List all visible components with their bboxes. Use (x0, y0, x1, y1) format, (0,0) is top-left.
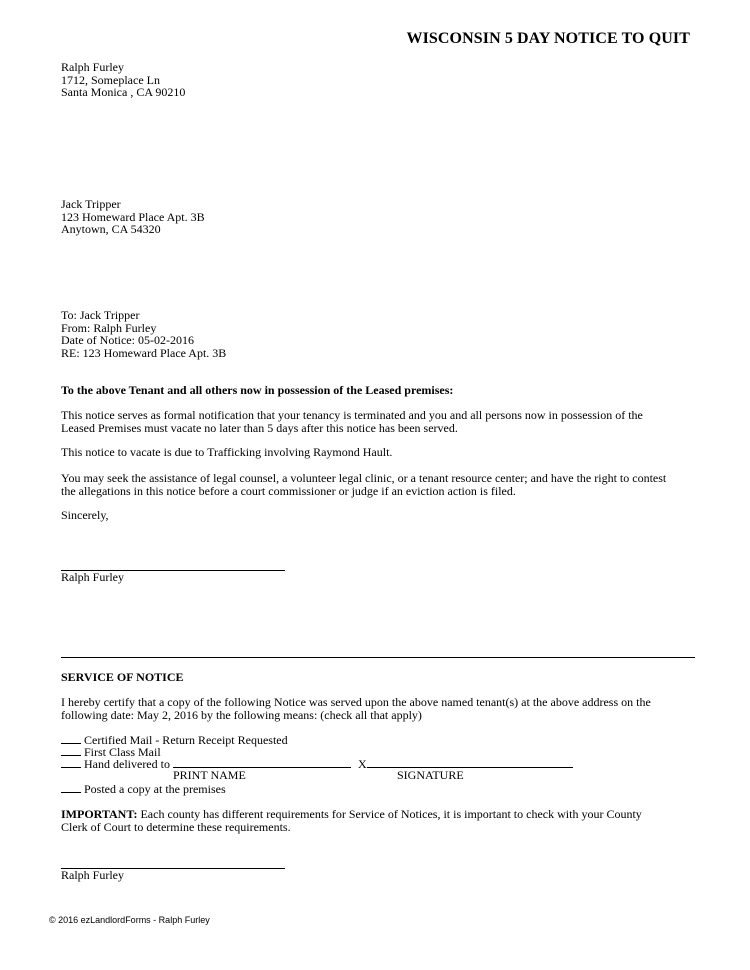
termination-line-1: This notice serves as formal notification that your tenancy is terminated and you and all persons now in possession of the (61, 408, 643, 422)
closing: Sincerely, (61, 508, 109, 522)
signature-field[interactable] (367, 757, 573, 768)
reason-paragraph: This notice to vacate is due to Trafficking involving Raymond Hault. (61, 445, 393, 459)
tenant-city-state-zip: Anytown, CA 54320 (61, 222, 161, 236)
checkbox-blank[interactable] (61, 745, 81, 756)
print-name-field[interactable] (173, 757, 351, 768)
service-signer-name: Ralph Furley (61, 868, 124, 882)
landlord-street: 1712, Someplace Ln (61, 72, 160, 87)
service-heading: SERVICE OF NOTICE (61, 670, 184, 684)
notice-heading: To the above Tenant and all others now in possession of the Leased premises: (61, 383, 454, 397)
document-title: WISCONSIN 5 DAY NOTICE TO QUIT (406, 30, 690, 47)
important-note (61, 808, 696, 833)
option-label: Certified Mail - Return Receipt Requested (84, 733, 288, 747)
landlord-name: Ralph Furley (61, 60, 124, 74)
certification-line-2: following date: May 2, 2016 by the following means: (check all that apply) (61, 707, 422, 722)
rights-line-2: the allegations in this notice before a court commissioner or judge if an eviction action is filed. (61, 483, 516, 498)
memo-from: From: Ralph Furley (61, 320, 157, 335)
option-label: Posted a copy at the premises (84, 782, 226, 796)
option-posted (61, 782, 226, 796)
landlord-city-state-zip: Santa Monica , CA 90210 (61, 85, 186, 99)
option-hand-delivered (61, 757, 573, 771)
certification-line-1: I hereby certify that a copy of the following Notice was served upon the above named tenant(s) at the above address on the (61, 695, 651, 709)
certification-paragraph (61, 696, 696, 721)
important-line-1: Each county has different requirements for Service of Notices, it is important to check with your County (140, 807, 642, 821)
memo-re: RE: 123 Homeward Place Apt. 3B (61, 345, 227, 360)
important-line-2: Clerk of Court to determine these requirements. (61, 819, 291, 834)
memo-block (61, 309, 226, 359)
print-name-label: PRINT NAME (173, 768, 246, 782)
important-label: IMPORTANT: (61, 807, 138, 821)
memo-to: To: Jack Tripper (61, 308, 140, 322)
signature-label: SIGNATURE (397, 768, 464, 782)
signer-name: Ralph Furley (61, 570, 124, 584)
footer-copyright: © 2016 ezLandlordForms - Ralph Furley (49, 915, 210, 925)
signature-x-mark: X (357, 757, 367, 771)
rights-line-1: You may seek the assistance of legal counsel, a volunteer legal clinic, or a tenant resource center; and have the right to contest (61, 471, 667, 485)
checkbox-blank[interactable] (61, 782, 81, 793)
termination-line-2: Leased Premises must vacate no later than 5 days after this notice has been served. (61, 420, 458, 435)
tenant-street: 123 Homeward Place Apt. 3B (61, 209, 205, 224)
tenant-address (61, 198, 205, 236)
landlord-address (61, 61, 185, 99)
option-label: First Class Mail (84, 745, 161, 759)
termination-paragraph (61, 409, 696, 434)
checkbox-blank[interactable] (61, 757, 81, 768)
option-label: Hand delivered to (84, 757, 170, 771)
section-divider (61, 657, 695, 658)
checkbox-blank[interactable] (61, 733, 81, 744)
rights-paragraph (61, 472, 696, 497)
memo-date: Date of Notice: 05-02-2016 (61, 333, 194, 347)
tenant-name: Jack Tripper (61, 197, 121, 211)
